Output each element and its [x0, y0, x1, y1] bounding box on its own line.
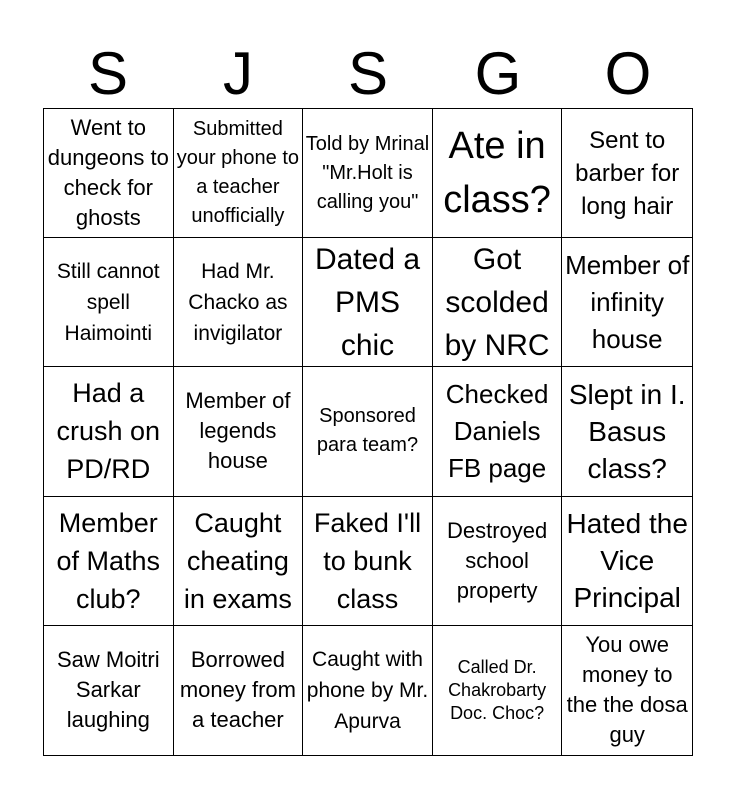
cell-text: Told by Mrinal "Mr.Holt is calling you"	[305, 132, 430, 213]
bingo-cell-r3c2[interactable]	[174, 367, 304, 496]
cell-text: Caught with phone by Mr. Apurva	[306, 647, 429, 733]
cell-text: Saw Moitri Sarkar laughing	[56, 647, 160, 733]
bingo-cell-r5c5[interactable]	[562, 626, 692, 755]
cell-text: Destroyed school property	[446, 517, 548, 603]
bingo-board	[43, 108, 693, 756]
cell-text: Borrowed money from a teacher	[179, 647, 296, 733]
header-letter-4: G	[474, 40, 522, 107]
bingo-cell-r1c3[interactable]	[303, 109, 433, 238]
bingo-cell-r5c3[interactable]	[303, 626, 433, 755]
header-letter-2: J	[223, 40, 253, 107]
header-letter-5: O	[604, 40, 652, 107]
bingo-cell-r1c1[interactable]	[44, 109, 174, 238]
cell-text: Still cannot spell Haimointi	[56, 259, 160, 345]
cell-text: Member of Maths club?	[56, 507, 161, 614]
bingo-cell-r2c5[interactable]	[562, 238, 692, 367]
cell-text: Member of legends house	[185, 388, 291, 474]
cell-text: Member of infinity house	[565, 249, 690, 354]
bingo-cell-r3c1[interactable]	[44, 367, 174, 496]
cell-text: Got scolded by NRC	[444, 242, 550, 362]
bingo-cell-r1c4[interactable]	[433, 109, 563, 238]
bingo-cell-r1c5[interactable]	[562, 109, 692, 238]
cell-text: Ate in class?	[443, 125, 551, 222]
cell-text: Went to dungeons to check for ghosts	[47, 115, 169, 231]
cell-text: Had a crush on PD/RD	[56, 378, 161, 485]
bingo-cell-r3c3[interactable]	[303, 367, 433, 496]
bingo-cell-r3c4[interactable]	[433, 367, 563, 496]
bingo-header	[43, 40, 693, 108]
header-letter-1: S	[87, 40, 129, 107]
cell-text: Slept in I. Basus class?	[568, 378, 686, 484]
cell-text: Hated the Vice Principal	[566, 508, 688, 614]
bingo-cell-r4c1[interactable]	[44, 497, 174, 626]
bingo-cell-r5c2[interactable]	[174, 626, 304, 755]
bingo-cell-r5c4[interactable]	[433, 626, 563, 755]
cell-text: Submitted your phone to a teacher unofficially	[176, 118, 300, 228]
bingo-cell-r5c1[interactable]	[44, 626, 174, 755]
cell-text: Called Dr. Chakrobarty Doc. Choc?	[448, 656, 547, 723]
cell-text: Checked Daniels FB page	[445, 378, 549, 483]
bingo-cell-r2c4[interactable]	[433, 238, 563, 367]
cell-text: Sponsored para team?	[316, 405, 419, 457]
cell-text: Caught cheating in exams	[183, 507, 292, 614]
header-letter-3: S	[347, 40, 389, 107]
bingo-cell-r2c3[interactable]	[303, 238, 433, 367]
bingo-cell-r4c3[interactable]	[303, 497, 433, 626]
cell-text: You owe money to the the dosa guy	[566, 632, 688, 748]
cell-text: Faked I'll to bunk class	[313, 507, 422, 614]
cell-text: Dated a PMS chic	[314, 242, 421, 362]
bingo-cell-r2c2[interactable]	[174, 238, 304, 367]
cell-text: Sent to barber for long hair	[575, 126, 680, 220]
bingo-cell-r4c5[interactable]	[562, 497, 692, 626]
bingo-cell-r1c2[interactable]	[174, 109, 304, 238]
bingo-cell-r2c1[interactable]	[44, 238, 174, 367]
cell-text: Had Mr. Chacko as invigilator	[188, 259, 288, 345]
bingo-cell-r4c2[interactable]	[174, 497, 304, 626]
bingo-cell-r3c5[interactable]	[562, 367, 692, 496]
bingo-cell-r4c4[interactable]	[433, 497, 563, 626]
